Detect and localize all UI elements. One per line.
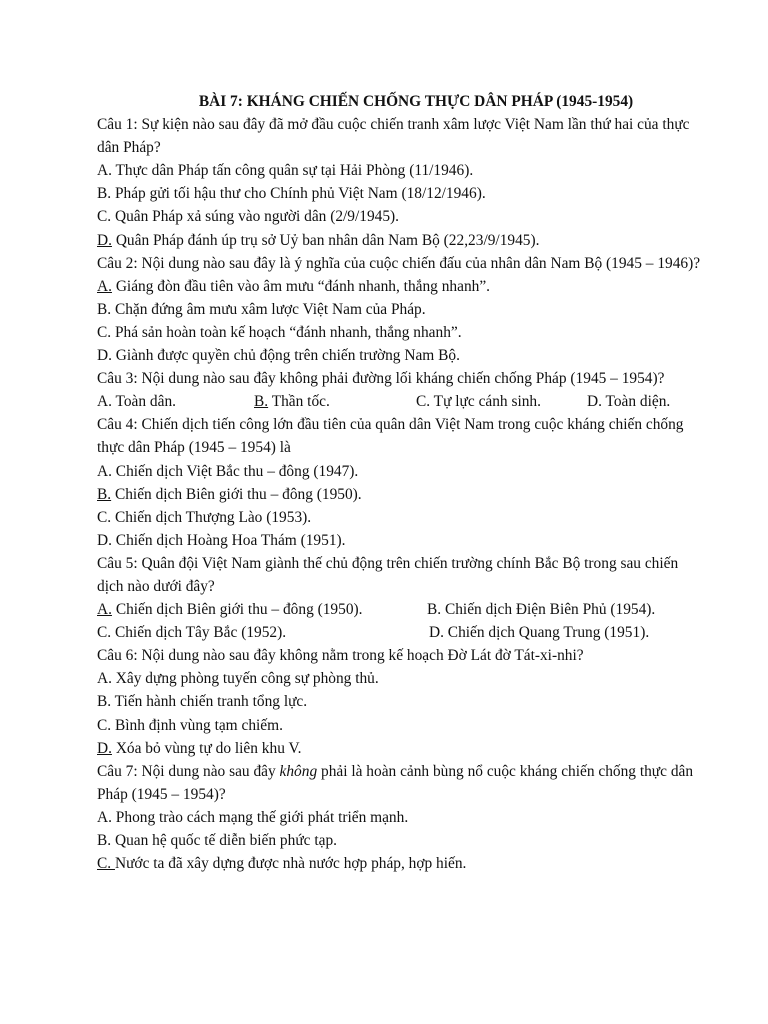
q1-option-c: C. Quân Pháp xả súng vào người dân (2/9/1945).	[97, 208, 400, 226]
q3-option-c: C. Tự lực cánh sinh.	[416, 393, 541, 411]
question-1: Câu 1: Sự kiện nào sau đây đã mở đầu cuộc chiến tranh xâm lược Việt Nam lần thứ hai của thực dân Pháp?	[97, 116, 690, 157]
question-4: Câu 4: Chiến dịch tiến công lớn đầu tiên của quân dân Việt Nam trong cuộc kháng chiến chống thực dân Pháp (1945 – 1954) là	[97, 416, 684, 457]
q3-option-d: D. Toàn diện.	[587, 393, 671, 411]
question-2: Câu 2: Nội dung nào sau đây là ý nghĩa của cuộc chiến đấu của nhân dân Nam Bộ (1945 – 1946)?	[97, 254, 701, 272]
q7-question-emphasis: không	[279, 762, 318, 780]
q1-option-b: B. Pháp gửi tối hậu thư cho Chính phủ Việt Nam (18/12/1946).	[97, 185, 486, 203]
q5-options-row-2	[97, 621, 707, 644]
q4-option-b	[97, 483, 707, 506]
question-6: Câu 6: Nội dung nào sau đây không nằm trong kế hoạch Đờ Lát đờ Tát-xi-nhi?	[97, 647, 584, 665]
page-title: BÀI 7: KHÁNG CHIẾN CHỐNG THỰC DÂN PHÁP (1945-1954)	[198, 93, 634, 110]
q6-option-d	[97, 737, 707, 760]
question-3: Câu 3: Nội dung nào sau đây không phải đường lối kháng chiến chống Pháp (1945 – 1954)?	[97, 370, 665, 388]
q2-option-b: B. Chặn đứng âm mưu xâm lược Việt Nam của Pháp.	[97, 300, 426, 318]
q5-answer-letter: A.	[97, 601, 112, 619]
q1-option-d	[97, 229, 707, 252]
q5-option-a	[97, 598, 427, 621]
q2-option-c: C. Phá sản hoàn toàn kế hoạch “đánh nhanh, thắng nhanh”.	[97, 323, 462, 341]
q2-answer-letter: A.	[97, 277, 112, 295]
q7-option-c-text: Nước ta đã xây dựng được nhà nước hợp pháp, hợp hiến.	[114, 855, 467, 873]
q7-option-a: A. Phong trào cách mạng thế giới phát triển mạnh.	[97, 808, 409, 826]
q4-answer-letter: B.	[97, 485, 112, 503]
q5-options-row-1	[97, 598, 707, 621]
q4-option-a: A. Chiến dịch Việt Bắc thu – đông (1947).	[97, 462, 359, 480]
q7-question-post: phải là hoàn cảnh bùng nổ cuộc kháng chiến chống thực dân Pháp (1945 – 1954)?	[97, 762, 694, 803]
q5-option-a-text: Chiến dịch Biên giới thu – đông (1950).	[111, 601, 363, 619]
q7-option-c	[97, 852, 707, 875]
q5-option-d: D. Chiến dịch Quang Trung (1951).	[429, 624, 650, 642]
q3-options	[97, 390, 707, 413]
q2-option-a	[97, 275, 707, 298]
q2-option-d: D. Giành được quyền chủ động trên chiến trường Nam Bộ.	[97, 347, 460, 365]
q3-option-b	[254, 390, 416, 413]
question-5: Câu 5: Quân đội Việt Nam giành thế chủ động trên chiến trường chính Bắc Bộ trong sau chiến dịch nào dưới đây?	[97, 554, 679, 595]
document-body	[97, 90, 707, 875]
q1-option-a: A. Thực dân Pháp tấn công quân sự tại Hải Phòng (11/1946).	[97, 162, 474, 180]
q4-option-d: D. Chiến dịch Hoàng Hoa Thám (1951).	[97, 531, 346, 549]
q6-answer-letter: D.	[97, 739, 112, 757]
q6-option-c: C. Bình định vùng tạm chiếm.	[97, 716, 283, 734]
q2-option-a-text: Giáng đòn đầu tiên vào âm mưu “đánh nhanh, thắng nhanh”.	[111, 277, 491, 295]
q1-option-d-text: Quân Pháp đánh úp trụ sở Uỷ ban nhân dân Nam Bộ (22,23/9/1945).	[111, 231, 540, 249]
q4-option-c: C. Chiến dịch Thượng Lào (1953).	[97, 508, 312, 526]
q6-option-b: B. Tiến hành chiến tranh tổng lực.	[97, 693, 308, 711]
q5-option-c: C. Chiến dịch Tây Bắc (1952).	[97, 624, 287, 642]
q7-option-b: B. Quan hệ quốc tế diễn biến phức tạp.	[97, 832, 337, 849]
q5-option-b: B. Chiến dịch Điện Biên Phủ (1954).	[427, 601, 656, 619]
q3-answer-letter: B.	[254, 393, 269, 411]
q3-option-b-text: Thần tốc.	[268, 393, 330, 411]
q1-answer-letter: D.	[97, 231, 112, 249]
q3-option-a: A. Toàn dân.	[97, 393, 176, 411]
q6-option-a: A. Xây dựng phòng tuyến công sự phòng thủ.	[97, 670, 379, 688]
q7-question-pre: Câu 7: Nội dung nào sau đây	[97, 762, 280, 780]
q6-option-d-text: Xóa bỏ vùng tự do liên khu V.	[111, 739, 302, 757]
q4-option-b-text: Chiến dịch Biên giới thu – đông (1950).	[111, 485, 362, 503]
question-7	[97, 760, 707, 806]
q7-answer-letter: C.	[97, 855, 115, 873]
